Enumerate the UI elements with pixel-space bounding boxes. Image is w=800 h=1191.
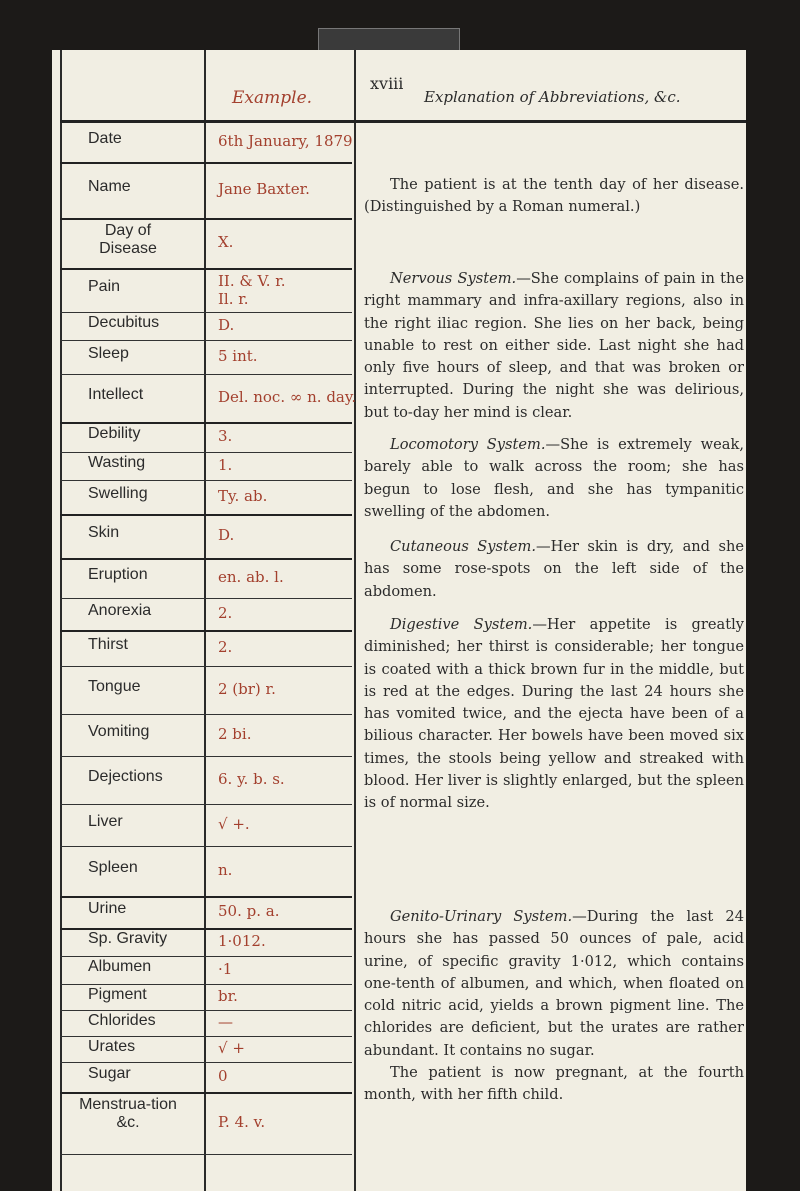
example-heading: Example.	[232, 88, 313, 108]
book-page	[52, 50, 746, 1191]
digestive-section	[364, 614, 744, 815]
table-row	[60, 928, 354, 956]
table-row	[60, 452, 354, 480]
row-value: 3.	[218, 427, 233, 445]
nervous-body: —She complains of pain in the right mammary and infra-axillary regions, also in the right iliac region. She lies on her back, being unable to rest on either side. Last night she had only five hours of sleep, and that was broken or interrupted. During the night she was delirious, but to-day her mind is clear.	[364, 270, 744, 421]
row-value: ·1	[218, 960, 233, 978]
row-label: Menstrua-tion &c.	[79, 1096, 177, 1131]
row-value: P. 4. v.	[218, 1113, 266, 1131]
row-value: √ +.	[218, 815, 250, 833]
row-label: Skin	[88, 524, 120, 541]
table-row	[60, 1036, 354, 1062]
locomotory-heading: Locomotory System.	[390, 436, 546, 453]
row-label: Intellect	[88, 386, 144, 403]
table-row	[60, 1062, 354, 1092]
table-row	[60, 598, 354, 630]
table-row	[60, 374, 357, 422]
binder-clip	[318, 28, 460, 52]
table-row	[60, 984, 354, 1010]
nervous-section	[364, 268, 744, 424]
row-value: Ty. ab.	[218, 487, 268, 505]
row-value: Jane Baxter.	[218, 180, 310, 198]
row-label: Vomiting	[88, 723, 150, 740]
page-title: Explanation of Abbreviations, &c.	[424, 88, 681, 106]
row-value: 6th January, 1879	[218, 132, 353, 150]
row-value: 5 int.	[218, 347, 258, 365]
row-label: Chlorides	[88, 1012, 156, 1029]
row-value: —	[218, 1013, 233, 1031]
row-label: Day of Disease	[99, 222, 157, 257]
row-value: √ +	[218, 1039, 245, 1057]
page-number: xviii	[370, 74, 404, 93]
row-value: 0	[218, 1067, 228, 1085]
row-value: 6. y. b. s.	[218, 770, 285, 788]
table-row	[60, 666, 354, 714]
row-label: Sugar	[88, 1065, 131, 1082]
cutaneous-heading: Cutaneous System.	[390, 538, 537, 555]
table-row	[60, 218, 354, 268]
row-label: Pigment	[88, 986, 147, 1003]
table-row	[60, 340, 354, 374]
row-label: Thirst	[88, 636, 128, 653]
genito-heading: Genito-Urinary System.	[390, 908, 573, 925]
row-label: Date	[88, 130, 122, 147]
intro-paragraph: The patient is at the tenth day of her disease. (Distinguished by a Roman numeral.)	[364, 176, 744, 216]
row-value: 2 bi.	[218, 725, 252, 743]
table-row	[60, 312, 354, 340]
row-label: Urates	[88, 1038, 136, 1055]
table-row	[60, 1010, 354, 1036]
table-row	[60, 514, 354, 558]
row-label: Name	[88, 178, 131, 195]
row-value: en. ab. l.	[218, 568, 284, 586]
table-row	[60, 162, 354, 218]
genito-body: —During the last 24 hours she has passed 50 ounces of pale, acid urine, of specific gravity 1·012, which contains one-tenth of albumen, and which, when floated on cold nitric acid, yields a brown pigment line. The chlorides are deficient, but the urates are rather abundant. It contains no sugar.	[364, 908, 744, 1059]
row-label: Wasting	[88, 454, 146, 471]
row-label: Eruption	[88, 566, 148, 583]
row-label: Pain	[88, 278, 121, 295]
row-label: Urine	[88, 900, 127, 917]
digestive-body: —Her appetite is greatly diminished; her thirst is considerable; her tongue is coated with a thick brown fur in the middle, but is red at the edges. During the last 24 hours she has vomited twice, and the ejecta have been of a bilious character. Her bowels have been moved six times, the stools being yellow and streaked with blood. Her liver is slightly enlarged, but the spleen is of normal size.	[364, 616, 744, 812]
row-label: Albumen	[88, 958, 152, 975]
table-row	[60, 122, 354, 162]
row-value: 2 (br) r.	[218, 680, 276, 698]
row-value: Del. noc. ∞ n. day.	[218, 388, 357, 406]
table-row	[60, 480, 354, 514]
row-value: X.	[218, 233, 234, 251]
table-row	[60, 422, 354, 452]
table-row	[60, 558, 354, 598]
final-paragraph: The patient is now pregnant, at the fourth month, with her fifth child.	[364, 1064, 744, 1104]
locomotory-section	[364, 434, 744, 523]
table-row	[60, 804, 354, 846]
row-value: D.	[218, 526, 235, 544]
table-row	[60, 268, 354, 312]
table-row	[60, 846, 354, 896]
table-row	[60, 630, 354, 666]
table-row	[60, 1092, 354, 1154]
locomotory-body: —She is extremely weak, barely able to walk across the room; she has begun to lose flesh, and she has tympanitic swelling of the abdomen.	[364, 436, 744, 520]
row-value: II. & V. r. Il. r.	[218, 272, 286, 308]
table-row	[60, 756, 354, 804]
table-row	[60, 896, 354, 928]
table-row	[60, 714, 354, 756]
row-value: 1.	[218, 456, 233, 474]
row-label: Sleep	[88, 345, 129, 362]
row-value: 2.	[218, 604, 233, 622]
row-label: Dejections	[88, 768, 163, 785]
row-value: br.	[218, 987, 238, 1005]
row-label: Debility	[88, 425, 141, 442]
column-divider-2	[354, 50, 356, 1191]
row-label: Sp. Gravity	[88, 930, 168, 947]
row-label: Anorexia	[88, 602, 152, 619]
row-label: Spleen	[88, 859, 138, 876]
row-rule	[60, 1154, 352, 1155]
nervous-heading: Nervous System.	[390, 270, 517, 287]
row-value: D.	[218, 316, 235, 334]
row-label: Tongue	[88, 678, 141, 695]
digestive-heading: Digestive System.	[390, 616, 533, 633]
cutaneous-body: —Her skin is dry, and she has some rose-spots on the left side of the abdomen.	[364, 538, 744, 600]
row-value: 50. p. a.	[218, 902, 280, 920]
row-label: Decubitus	[88, 314, 160, 331]
row-value: 1·012.	[218, 932, 266, 950]
explanation-intro	[364, 174, 744, 219]
genito-section	[364, 906, 744, 1107]
row-value: n.	[218, 861, 233, 879]
row-value: 2.	[218, 638, 233, 656]
table-row	[60, 956, 354, 984]
row-label: Liver	[88, 813, 123, 830]
cutaneous-section	[364, 536, 744, 603]
row-label: Swelling	[88, 485, 148, 502]
